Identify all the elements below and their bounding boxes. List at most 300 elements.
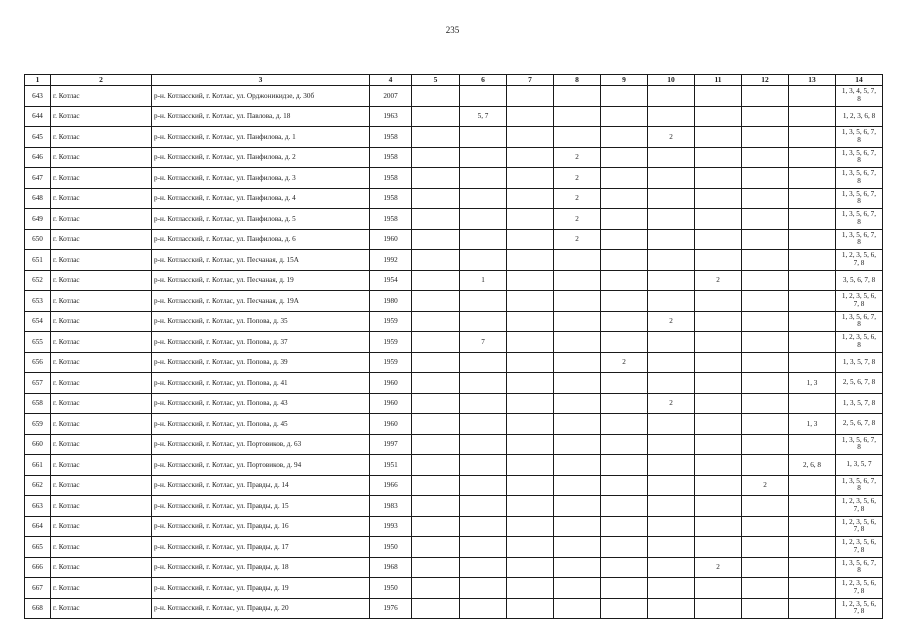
col11-cell [695, 414, 742, 435]
row-number-cell: 657 [25, 373, 51, 394]
col12-cell [742, 455, 789, 476]
col12-cell [742, 147, 789, 168]
col7-cell [507, 127, 554, 148]
col12-cell [742, 373, 789, 394]
col12-cell [742, 168, 789, 189]
col5-cell [412, 291, 460, 312]
row-number-cell: 655 [25, 332, 51, 353]
row-number-cell: 668 [25, 598, 51, 619]
col8-cell [554, 291, 601, 312]
row-number-cell: 662 [25, 475, 51, 496]
table-row [25, 496, 883, 517]
col6-cell [460, 537, 507, 558]
row-number-cell: 658 [25, 393, 51, 414]
col11-cell [695, 229, 742, 250]
col12-cell [742, 127, 789, 148]
col10-cell [648, 229, 695, 250]
col6-cell [460, 147, 507, 168]
year-cell: 1958 [370, 209, 412, 230]
year-cell: 1976 [370, 598, 412, 619]
table-row [25, 209, 883, 230]
col10-cell: 2 [648, 311, 695, 332]
col7-cell [507, 373, 554, 394]
city-cell: г. Котлас [51, 537, 152, 558]
col9-cell [601, 270, 648, 291]
housing-registry-table [24, 74, 883, 619]
city-cell: г. Котлас [51, 516, 152, 537]
col14-cell: 1, 3, 5, 7 [836, 455, 883, 476]
table-row [25, 311, 883, 332]
year-cell: 1968 [370, 557, 412, 578]
column-header-11: 11 [695, 75, 742, 86]
col9-cell [601, 147, 648, 168]
col13-cell [789, 537, 836, 558]
col6-cell [460, 373, 507, 394]
col14-cell: 1, 3, 5, 6, 7, 8 [836, 209, 883, 230]
row-number-cell: 667 [25, 578, 51, 599]
col11-cell [695, 147, 742, 168]
col8-cell [554, 598, 601, 619]
address-cell: р-н. Котласский, г. Котлас, ул. Правды, д. 15 [152, 496, 370, 517]
col12-cell [742, 516, 789, 537]
col7-cell [507, 332, 554, 353]
col11-cell: 2 [695, 270, 742, 291]
col11-cell [695, 598, 742, 619]
column-header-4: 4 [370, 75, 412, 86]
col12-cell [742, 188, 789, 209]
col9-cell [601, 188, 648, 209]
col7-cell [507, 598, 554, 619]
col13-cell [789, 106, 836, 127]
city-cell: г. Котлас [51, 434, 152, 455]
col6-cell: 1 [460, 270, 507, 291]
table-row [25, 516, 883, 537]
city-cell: г. Котлас [51, 332, 152, 353]
row-number-cell: 666 [25, 557, 51, 578]
col7-cell [507, 270, 554, 291]
col6-cell [460, 311, 507, 332]
col7-cell [507, 537, 554, 558]
col7-cell [507, 168, 554, 189]
table-row [25, 332, 883, 353]
city-cell: г. Котлас [51, 393, 152, 414]
column-header-5: 5 [412, 75, 460, 86]
col13-cell [789, 86, 836, 107]
city-cell: г. Котлас [51, 86, 152, 107]
col8-cell [554, 270, 601, 291]
col14-cell: 1, 2, 3, 5, 6, 7, 8 [836, 578, 883, 599]
city-cell: г. Котлас [51, 455, 152, 476]
col6-cell [460, 516, 507, 537]
city-cell: г. Котлас [51, 496, 152, 517]
col14-cell: 1, 2, 3, 5, 6, 8 [836, 332, 883, 353]
year-cell: 1983 [370, 496, 412, 517]
address-cell: р-н. Котласский, г. Котлас, ул. Орджоникидзе, д. 30б [152, 86, 370, 107]
col8-cell [554, 414, 601, 435]
col8-cell [554, 475, 601, 496]
table-row [25, 393, 883, 414]
col8-cell [554, 352, 601, 373]
col10-cell [648, 352, 695, 373]
row-number-cell: 661 [25, 455, 51, 476]
row-number-cell: 644 [25, 106, 51, 127]
col5-cell [412, 598, 460, 619]
col13-cell [789, 147, 836, 168]
address-cell: р-н. Котласский, г. Котлас, ул. Попова, д. 35 [152, 311, 370, 332]
col13-cell [789, 434, 836, 455]
column-header-7: 7 [507, 75, 554, 86]
col8-cell [554, 455, 601, 476]
address-cell: р-н. Котласский, г. Котлас, ул. Портовиков, д. 94 [152, 455, 370, 476]
col5-cell [412, 537, 460, 558]
col7-cell [507, 475, 554, 496]
table-row [25, 291, 883, 312]
col13-cell: 1, 3 [789, 373, 836, 394]
col8-cell [554, 332, 601, 353]
col7-cell [507, 250, 554, 271]
city-cell: г. Котлас [51, 168, 152, 189]
col5-cell [412, 147, 460, 168]
col9-cell [601, 434, 648, 455]
col13-cell [789, 127, 836, 148]
city-cell: г. Котлас [51, 147, 152, 168]
col7-cell [507, 147, 554, 168]
col9-cell [601, 537, 648, 558]
col7-cell [507, 291, 554, 312]
col13-cell [789, 270, 836, 291]
col13-cell: 2, 6, 8 [789, 455, 836, 476]
row-number-cell: 664 [25, 516, 51, 537]
city-cell: г. Котлас [51, 557, 152, 578]
table-row [25, 455, 883, 476]
col13-cell [789, 229, 836, 250]
col5-cell [412, 168, 460, 189]
col8-cell: 2 [554, 188, 601, 209]
year-cell: 1958 [370, 127, 412, 148]
col8-cell: 2 [554, 209, 601, 230]
address-cell: р-н. Котласский, г. Котлас, ул. Песчаная, д. 19А [152, 291, 370, 312]
col12-cell [742, 229, 789, 250]
table-row [25, 578, 883, 599]
col11-cell [695, 106, 742, 127]
col7-cell [507, 516, 554, 537]
col5-cell [412, 127, 460, 148]
table-row [25, 229, 883, 250]
col6-cell [460, 250, 507, 271]
address-cell: р-н. Котласский, г. Котлас, ул. Правды, д. 14 [152, 475, 370, 496]
col5-cell [412, 455, 460, 476]
col12-cell [742, 496, 789, 517]
col6-cell [460, 229, 507, 250]
col14-cell: 1, 3, 5, 6, 7, 8 [836, 229, 883, 250]
city-cell: г. Котлас [51, 598, 152, 619]
col12-cell [742, 393, 789, 414]
col5-cell [412, 393, 460, 414]
table-row [25, 270, 883, 291]
col8-cell: 2 [554, 147, 601, 168]
col11-cell [695, 434, 742, 455]
col6-cell: 5, 7 [460, 106, 507, 127]
city-cell: г. Котлас [51, 270, 152, 291]
col13-cell [789, 475, 836, 496]
year-cell: 1960 [370, 229, 412, 250]
col9-cell: 2 [601, 352, 648, 373]
city-cell: г. Котлас [51, 209, 152, 230]
col8-cell [554, 516, 601, 537]
col12-cell [742, 352, 789, 373]
col10-cell: 2 [648, 393, 695, 414]
col7-cell [507, 209, 554, 230]
address-cell: р-н. Котласский, г. Котлас, ул. Панфилова, д. 4 [152, 188, 370, 209]
col14-cell: 1, 3, 5, 6, 7, 8 [836, 475, 883, 496]
col11-cell [695, 188, 742, 209]
year-cell: 1980 [370, 291, 412, 312]
col9-cell [601, 598, 648, 619]
row-number-cell: 656 [25, 352, 51, 373]
city-cell: г. Котлас [51, 311, 152, 332]
address-cell: р-н. Котласский, г. Котлас, ул. Портовиков, д. 63 [152, 434, 370, 455]
year-cell: 2007 [370, 86, 412, 107]
table-row [25, 537, 883, 558]
year-cell: 1951 [370, 455, 412, 476]
year-cell: 1950 [370, 578, 412, 599]
row-number-cell: 663 [25, 496, 51, 517]
row-number-cell: 647 [25, 168, 51, 189]
col8-cell [554, 86, 601, 107]
address-cell: р-н. Котласский, г. Котлас, ул. Правды, д. 18 [152, 557, 370, 578]
year-cell: 1959 [370, 311, 412, 332]
city-cell: г. Котлас [51, 475, 152, 496]
col14-cell: 1, 3, 5, 6, 7, 8 [836, 168, 883, 189]
table-row [25, 188, 883, 209]
col7-cell [507, 106, 554, 127]
col13-cell [789, 209, 836, 230]
row-number-cell: 646 [25, 147, 51, 168]
col10-cell [648, 496, 695, 517]
col13-cell [789, 250, 836, 271]
col5-cell [412, 578, 460, 599]
col7-cell [507, 188, 554, 209]
col8-cell [554, 557, 601, 578]
col8-cell [554, 373, 601, 394]
col6-cell [460, 557, 507, 578]
col10-cell [648, 86, 695, 107]
col5-cell [412, 86, 460, 107]
col13-cell [789, 557, 836, 578]
col12-cell: 2 [742, 475, 789, 496]
col12-cell [742, 291, 789, 312]
col7-cell [507, 352, 554, 373]
col8-cell: 2 [554, 168, 601, 189]
col14-cell: 1, 3, 5, 6, 7, 8 [836, 127, 883, 148]
address-cell: р-н. Котласский, г. Котлас, ул. Панфилова, д. 1 [152, 127, 370, 148]
col12-cell [742, 332, 789, 353]
col10-cell [648, 291, 695, 312]
col10-cell [648, 209, 695, 230]
col12-cell [742, 414, 789, 435]
col11-cell [695, 496, 742, 517]
col7-cell [507, 414, 554, 435]
col12-cell [742, 434, 789, 455]
col10-cell [648, 475, 695, 496]
col12-cell [742, 311, 789, 332]
year-cell: 1959 [370, 352, 412, 373]
address-cell: р-н. Котласский, г. Котлас, ул. Панфилова, д. 2 [152, 147, 370, 168]
row-number-cell: 654 [25, 311, 51, 332]
col10-cell [648, 537, 695, 558]
col14-cell: 1, 2, 3, 5, 6, 7, 8 [836, 537, 883, 558]
col6-cell [460, 127, 507, 148]
row-number-cell: 653 [25, 291, 51, 312]
col9-cell [601, 414, 648, 435]
col10-cell [648, 147, 695, 168]
table-row [25, 373, 883, 394]
city-cell: г. Котлас [51, 373, 152, 394]
col8-cell [554, 311, 601, 332]
col10-cell [648, 188, 695, 209]
col13-cell: 1, 3 [789, 414, 836, 435]
col14-cell: 2, 5, 6, 7, 8 [836, 373, 883, 394]
col11-cell [695, 168, 742, 189]
city-cell: г. Котлас [51, 578, 152, 599]
year-cell: 1992 [370, 250, 412, 271]
col14-cell: 2, 5, 6, 7, 8 [836, 414, 883, 435]
col12-cell [742, 598, 789, 619]
col13-cell [789, 291, 836, 312]
year-cell: 1950 [370, 537, 412, 558]
col6-cell [460, 393, 507, 414]
col6-cell [460, 455, 507, 476]
col13-cell [789, 578, 836, 599]
table-row [25, 127, 883, 148]
column-header-2: 2 [51, 75, 152, 86]
table-row [25, 86, 883, 107]
year-cell: 1958 [370, 168, 412, 189]
col5-cell [412, 270, 460, 291]
address-cell: р-н. Котласский, г. Котлас, ул. Правды, д. 19 [152, 578, 370, 599]
col6-cell [460, 86, 507, 107]
col13-cell [789, 516, 836, 537]
col11-cell [695, 209, 742, 230]
col8-cell: 2 [554, 229, 601, 250]
col9-cell [601, 557, 648, 578]
col8-cell [554, 537, 601, 558]
col10-cell [648, 557, 695, 578]
col8-cell [554, 393, 601, 414]
col6-cell [460, 598, 507, 619]
col6-cell [460, 475, 507, 496]
col10-cell [648, 250, 695, 271]
col7-cell [507, 578, 554, 599]
row-number-cell: 648 [25, 188, 51, 209]
address-cell: р-н. Котласский, г. Котлас, ул. Панфилова, д. 6 [152, 229, 370, 250]
table-row [25, 106, 883, 127]
col6-cell [460, 496, 507, 517]
col5-cell [412, 188, 460, 209]
address-cell: р-н. Котласский, г. Котлас, ул. Попова, д. 45 [152, 414, 370, 435]
col10-cell [648, 373, 695, 394]
col11-cell [695, 516, 742, 537]
col11-cell [695, 352, 742, 373]
table-row [25, 475, 883, 496]
column-header-14: 14 [836, 75, 883, 86]
col13-cell [789, 168, 836, 189]
col11-cell [695, 455, 742, 476]
year-cell: 1993 [370, 516, 412, 537]
col12-cell [742, 86, 789, 107]
col14-cell: 1, 3, 5, 6, 7, 8 [836, 557, 883, 578]
city-cell: г. Котлас [51, 291, 152, 312]
col10-cell: 2 [648, 127, 695, 148]
table-row [25, 414, 883, 435]
col14-cell: 1, 3, 5, 6, 7, 8 [836, 147, 883, 168]
col11-cell [695, 578, 742, 599]
column-header-10: 10 [648, 75, 695, 86]
row-number-cell: 643 [25, 86, 51, 107]
col9-cell [601, 311, 648, 332]
col14-cell: 1, 3, 5, 7, 8 [836, 393, 883, 414]
table-row [25, 352, 883, 373]
city-cell: г. Котлас [51, 106, 152, 127]
col10-cell [648, 168, 695, 189]
year-cell: 1958 [370, 147, 412, 168]
table-row [25, 147, 883, 168]
address-cell: р-н. Котласский, г. Котлас, ул. Правды, д. 16 [152, 516, 370, 537]
col9-cell [601, 496, 648, 517]
address-cell: р-н. Котласский, г. Котлас, ул. Панфилова, д. 5 [152, 209, 370, 230]
col11-cell [695, 291, 742, 312]
col9-cell [601, 229, 648, 250]
col12-cell [742, 106, 789, 127]
col11-cell [695, 332, 742, 353]
col5-cell [412, 496, 460, 517]
col6-cell [460, 434, 507, 455]
column-header-1: 1 [25, 75, 51, 86]
col9-cell [601, 332, 648, 353]
col14-cell: 3, 5, 6, 7, 8 [836, 270, 883, 291]
year-cell: 1960 [370, 393, 412, 414]
col14-cell: 1, 2, 3, 5, 6, 7, 8 [836, 516, 883, 537]
col11-cell: 2 [695, 557, 742, 578]
col13-cell [789, 188, 836, 209]
col10-cell [648, 455, 695, 476]
col14-cell: 1, 3, 5, 6, 7, 8 [836, 188, 883, 209]
col11-cell [695, 86, 742, 107]
col14-cell: 1, 3, 4, 5, 7, 8 [836, 86, 883, 107]
column-header-6: 6 [460, 75, 507, 86]
col11-cell [695, 127, 742, 148]
col11-cell [695, 311, 742, 332]
col9-cell [601, 250, 648, 271]
col5-cell [412, 373, 460, 394]
col9-cell [601, 291, 648, 312]
col14-cell: 1, 3, 5, 6, 7, 8 [836, 311, 883, 332]
col12-cell [742, 209, 789, 230]
col10-cell [648, 270, 695, 291]
city-cell: г. Котлас [51, 414, 152, 435]
table-row [25, 250, 883, 271]
address-cell: р-н. Котласский, г. Котлас, ул. Песчаная, д. 15А [152, 250, 370, 271]
col7-cell [507, 557, 554, 578]
col11-cell [695, 475, 742, 496]
col13-cell [789, 311, 836, 332]
col10-cell [648, 434, 695, 455]
col7-cell [507, 496, 554, 517]
col9-cell [601, 168, 648, 189]
col9-cell [601, 578, 648, 599]
col8-cell [554, 127, 601, 148]
city-cell: г. Котлас [51, 250, 152, 271]
